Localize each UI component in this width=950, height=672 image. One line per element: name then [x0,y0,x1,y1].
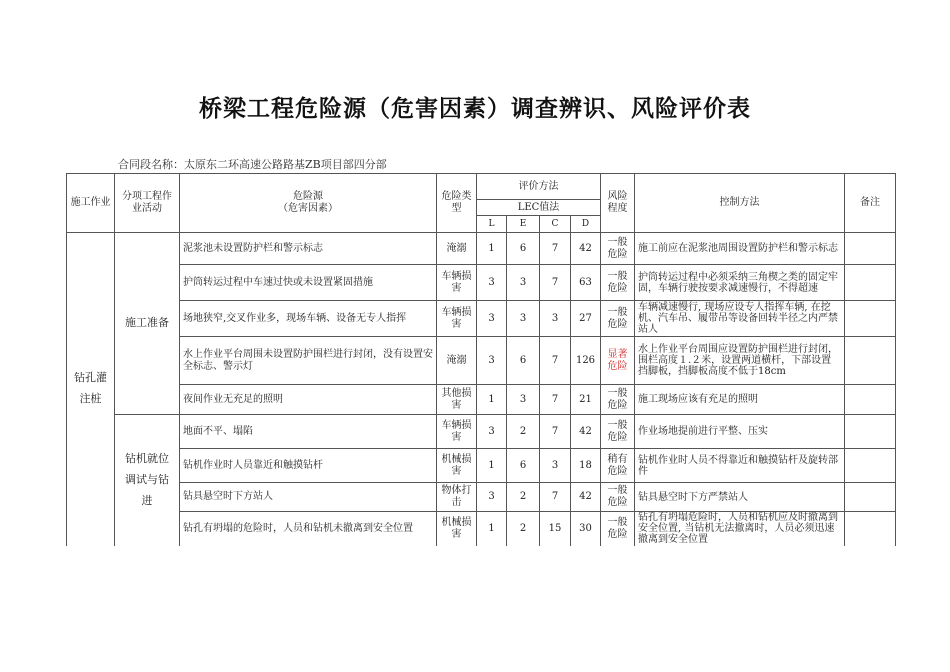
header-risk: 风险程度 [601,174,635,233]
d-cell: 30 [571,512,601,546]
control-cell: 车辆减速慢行, 现场应设专人指挥车辆, 在挖机、汽车吊、履带吊等设备回转半径之内严禁站人 [635,301,845,337]
header-e: E [507,216,540,233]
c-cell: 15 [540,512,571,546]
e-cell: 3 [507,385,540,415]
risk-cell: 一般危险 [601,301,635,337]
header-method: 评价方法 [477,174,601,200]
l-cell: 3 [477,415,507,449]
risk-cell: 一般危险 [601,265,635,301]
e-cell: 6 [507,233,540,265]
table-row [67,301,896,337]
risk-cell: 一般危险 [601,483,635,512]
hazard-cell: 钻具悬空时下方站人 [180,483,437,512]
control-cell: 作业场地提前进行平整、压实 [635,415,845,449]
remark-cell [845,385,896,415]
header-sub-activity: 分项工程作业活动 [115,174,180,233]
remark-cell [845,512,896,546]
table-row [67,265,896,301]
e-cell: 6 [507,449,540,483]
hazard-cell: 钻孔有坍塌的危险时，人员和钻机未撤离到安全位置 [180,512,437,546]
header-type: 危险类型 [437,174,477,233]
table-row [67,449,896,483]
table-row [67,415,896,449]
header-lec: LEC值法 [477,200,601,216]
type-cell: 其他损害 [437,385,477,415]
type-cell: 车辆损害 [437,301,477,337]
type-cell: 车辆损害 [437,265,477,301]
risk-cell: 一般危险 [601,415,635,449]
d-cell: 21 [571,385,601,415]
hazard-cell: 泥浆池未设置防护栏和警示标志 [180,233,437,265]
page-title: 桥梁工程危险源（危害因素）调查辨识、风险评价表 [199,96,751,122]
d-cell: 63 [571,265,601,301]
d-cell: 126 [571,337,601,385]
l-cell: 1 [477,385,507,415]
table-row [67,385,896,415]
hazard-cell: 水上作业平台周围未设置防护围栏进行封闭，没有设置安全标志、警示灯 [180,337,437,385]
type-cell: 淹溺 [437,233,477,265]
l-cell: 3 [477,337,507,385]
d-cell: 42 [571,233,601,265]
c-cell: 7 [540,385,571,415]
e-cell: 6 [507,337,540,385]
remark-cell [845,265,896,301]
header-control: 控制方法 [635,174,845,233]
table-row [67,337,896,385]
header-d: D [571,216,601,233]
hazard-cell: 场地狭窄,交叉作业多，现场车辆、设备无专人指挥 [180,301,437,337]
header-hazard [180,174,437,233]
risk-cell: 一般危险 [601,385,635,415]
l-cell: 1 [477,233,507,265]
table-row [67,512,896,546]
c-cell: 3 [540,449,571,483]
control-cell: 水上作业平台周围应设置防护围栏进行封闭，围栏高度１.２米，设置两道横杆，下部设置挡脚板，挡脚板高度不低于18cm [635,337,845,385]
risk-cell: 一般危险 [601,233,635,265]
hazard-cell: 地面不平、塌陷 [180,415,437,449]
remark-cell [845,301,896,337]
e-cell: 3 [507,265,540,301]
risk-cell: 显著危险 [601,337,635,385]
c-cell: 7 [540,233,571,265]
control-cell: 护筒转运过程中必须采纳三角楔之类的固定牢固，车辆行驶按要求减速慢行，不得超速 [635,265,845,301]
e-cell: 2 [507,415,540,449]
risk-cell: 稍有危险 [601,449,635,483]
type-cell: 机械损害 [437,512,477,546]
risk-table [66,173,896,546]
c-cell: 7 [540,265,571,301]
control-cell: 钻机作业时人员不得靠近和触摸钻杆及旋转部件 [635,449,845,483]
d-cell: 18 [571,449,601,483]
remark-cell [845,337,896,385]
d-cell: 42 [571,415,601,449]
type-cell: 车辆损害 [437,415,477,449]
control-cell: 施工现场应该有充足的照明 [635,385,845,415]
c-cell: 7 [540,337,571,385]
header-row-1 [67,174,896,200]
header-remark: 备注 [845,174,896,233]
contract-name: 合同段名称：太原东二环高速公路路基ZB项目部四分部 [118,158,387,171]
hazard-cell: 夜间作业无充足的照明 [180,385,437,415]
remark-cell [845,415,896,449]
sub-activity-drill: 钻机就位调试与钻进 [115,415,180,546]
header-c: C [540,216,571,233]
l-cell: 3 [477,301,507,337]
control-cell: 施工前应在泥浆池周围设置防护栏和警示标志 [635,233,845,265]
l-cell: 3 [477,265,507,301]
remark-cell [845,233,896,265]
hazard-cell: 钻机作业时人员靠近和触摸钻杆 [180,449,437,483]
c-cell: 3 [540,301,571,337]
control-cell: 钻具悬空时下方严禁站人 [635,483,845,512]
l-cell: 1 [477,512,507,546]
remark-cell [845,449,896,483]
hazard-cell: 护筒转运过程中车速过快或未设置紧固措施 [180,265,437,301]
e-cell: 2 [507,512,540,546]
table-row [67,483,896,512]
header-hazard-line2: （危害因素） [278,203,338,214]
l-cell: 3 [477,483,507,512]
d-cell: 42 [571,483,601,512]
type-cell: 物体打击 [437,483,477,512]
c-cell: 7 [540,415,571,449]
risk-cell: 一般危险 [601,512,635,546]
sub-activity-prep: 施工准备 [115,233,180,415]
remark-cell [845,483,896,512]
control-cell: 钻孔有坍塌危险时，人员和钻机应及时撤离到安全位置, 当钻机无法撤离时，人员必须迅速撤离到安全位置 [635,512,845,546]
header-hazard-line1: 危险源 [293,191,323,203]
e-cell: 3 [507,301,540,337]
header-l: L [477,216,507,233]
type-cell: 淹溺 [437,337,477,385]
e-cell: 2 [507,483,540,512]
c-cell: 7 [540,483,571,512]
header-construction: 施工作业 [67,174,115,233]
table-row [67,233,896,265]
d-cell: 27 [571,301,601,337]
l-cell: 1 [477,449,507,483]
type-cell: 机械损害 [437,449,477,483]
construction-cell: 钻孔灌注桩 [67,233,115,546]
